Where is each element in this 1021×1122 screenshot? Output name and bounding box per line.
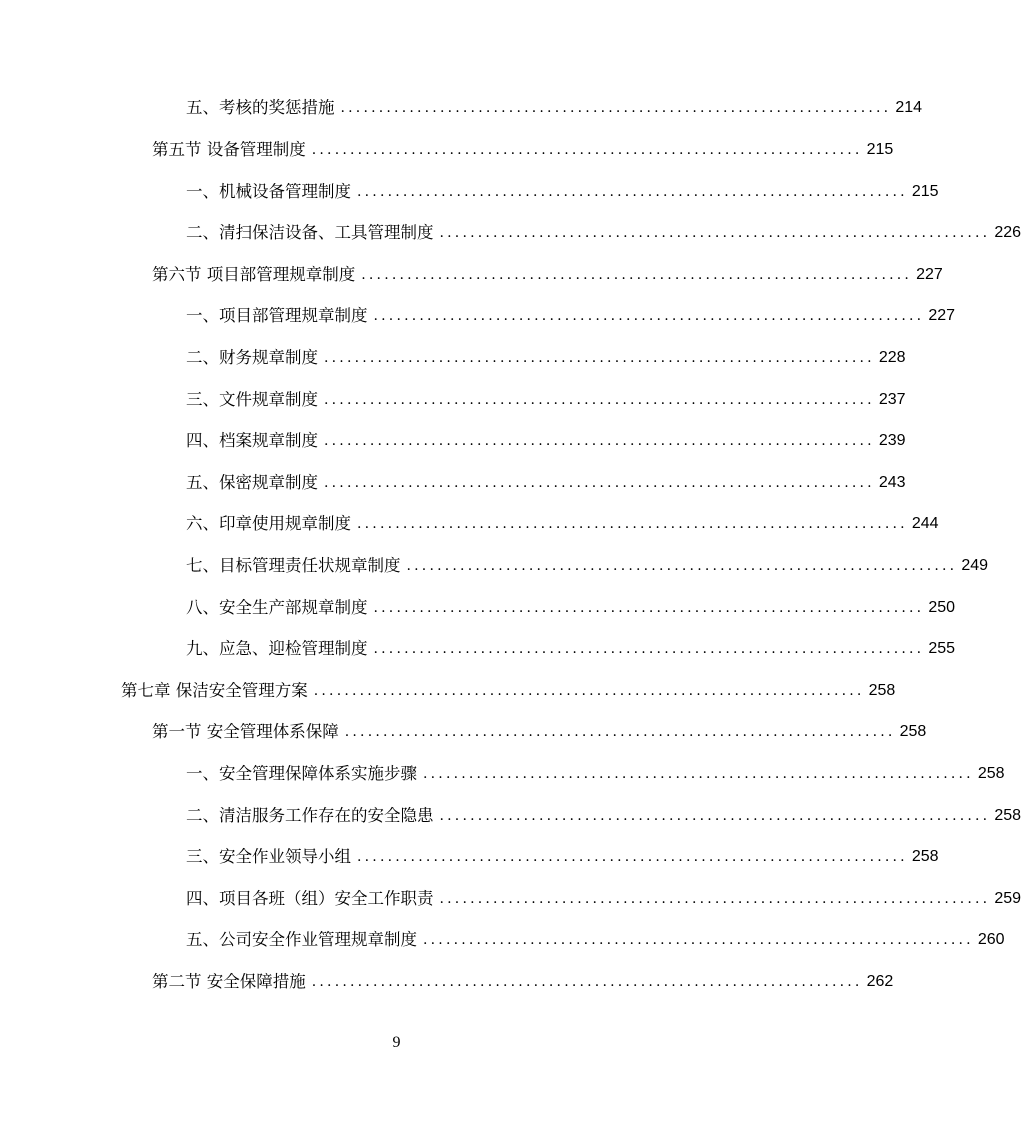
toc-entry-title: 第七章 保洁安全管理方案 xyxy=(121,681,308,700)
toc-entry-page: 258 xyxy=(899,723,927,740)
toc-entry-title: 七、目标管理责任状规章制度 xyxy=(186,556,401,575)
toc-entry-page: 250 xyxy=(928,599,956,616)
toc-entry[interactable] xyxy=(186,804,1021,828)
toc-leader-dots: ........................................................................ xyxy=(357,849,908,865)
toc-entry-page: 227 xyxy=(916,266,943,283)
toc-entry[interactable] xyxy=(186,554,989,578)
toc-leader-dots: ........................................................................ xyxy=(361,267,913,283)
toc-entry[interactable] xyxy=(186,637,956,661)
toc-entry[interactable] xyxy=(186,887,1021,911)
toc-entry-page: 215 xyxy=(911,183,939,200)
toc-entry-page: 227 xyxy=(928,307,956,324)
toc-entry[interactable] xyxy=(186,928,1005,952)
toc-entry-title: 六、印章使用规章制度 xyxy=(186,514,351,533)
toc-leader-dots: ........................................................................ xyxy=(313,683,865,699)
toc-leader-dots: ........................................................................ xyxy=(423,932,974,948)
toc-entry-title: 二、清洁服务工作存在的安全隐患 xyxy=(186,806,434,825)
toc-entry[interactable] xyxy=(186,471,906,495)
toc-entry-title: 第一节 安全管理体系保障 xyxy=(152,722,339,741)
toc-entry-page: 255 xyxy=(928,640,956,657)
toc-leader-dots: ........................................................................ xyxy=(406,558,958,574)
toc-leader-dots: ........................................................................ xyxy=(324,475,875,491)
toc-leader-dots: ........................................................................ xyxy=(423,766,974,782)
toc-entry[interactable] xyxy=(121,679,896,703)
toc-entry-title: 二、清扫保洁设备、工具管理制度 xyxy=(186,223,434,242)
toc-leader-dots: ........................................................................ xyxy=(357,516,908,532)
toc-entry[interactable] xyxy=(186,346,906,370)
toc-entry-page: 226 xyxy=(994,224,1021,241)
toc-entry-title: 四、项目各班（组）安全工作职责 xyxy=(186,889,434,908)
toc-leader-dots: ........................................................................ xyxy=(311,974,863,990)
toc-leader-dots: ........................................................................ xyxy=(340,100,892,116)
toc-entry-title: 四、档案规章制度 xyxy=(186,431,318,450)
toc-entry[interactable] xyxy=(186,429,906,453)
toc-entry-title: 八、安全生产部规章制度 xyxy=(186,598,368,617)
toc-entry-page: 244 xyxy=(911,515,939,532)
toc-entry-title: 三、文件规章制度 xyxy=(186,390,318,409)
toc-entry[interactable] xyxy=(186,304,956,328)
toc-entry-title: 三、安全作业领导小组 xyxy=(186,847,351,866)
toc-entry[interactable] xyxy=(186,762,1005,786)
toc-entry-page: 239 xyxy=(878,432,906,449)
toc-entry-title: 第六节 项目部管理规章制度 xyxy=(152,265,356,284)
toc-entry-page: 249 xyxy=(961,557,989,574)
toc-entry-page: 243 xyxy=(878,474,906,491)
toc-entry[interactable] xyxy=(152,720,927,744)
toc-entry-page: 214 xyxy=(895,99,923,116)
toc-entry-page: 258 xyxy=(977,765,1005,782)
toc-leader-dots: ........................................................................ xyxy=(373,600,925,616)
toc-leader-dots: ........................................................................ xyxy=(324,392,875,408)
toc-entry-page: 215 xyxy=(866,141,894,158)
toc-entry-page: 228 xyxy=(878,349,906,366)
toc-entry[interactable] xyxy=(186,96,923,120)
toc-entry[interactable] xyxy=(152,138,894,162)
toc-entry-title: 五、保密规章制度 xyxy=(186,473,318,492)
toc-entry-title: 一、安全管理保障体系实施步骤 xyxy=(186,764,417,783)
toc-leader-dots: ........................................................................ xyxy=(311,142,863,158)
toc-leader-dots: ........................................................................ xyxy=(324,350,875,366)
toc-leader-dots: ........................................................................ xyxy=(439,808,991,824)
toc-entry[interactable] xyxy=(186,388,906,412)
toc-entry-page: 258 xyxy=(994,807,1021,824)
toc-entry-page: 237 xyxy=(878,391,906,408)
toc-entry-title: 五、公司安全作业管理规章制度 xyxy=(186,930,417,949)
toc-entry-title: 五、考核的奖惩措施 xyxy=(186,98,335,117)
toc-leader-dots: ........................................................................ xyxy=(439,891,991,907)
page-number-footer: 9 xyxy=(392,1034,401,1051)
toc-entry-page: 258 xyxy=(868,682,896,699)
toc-leader-dots: ........................................................................ xyxy=(357,184,908,200)
toc-leader-dots: ........................................................................ xyxy=(324,433,875,449)
toc-entry[interactable] xyxy=(186,512,939,536)
toc-entry[interactable] xyxy=(186,180,939,204)
toc-entry[interactable] xyxy=(152,263,943,287)
toc-leader-dots: ........................................................................ xyxy=(373,641,925,657)
toc-leader-dots: ........................................................................ xyxy=(373,308,925,324)
toc-entry-title: 第二节 安全保障措施 xyxy=(152,972,306,991)
toc-entry-page: 258 xyxy=(911,848,939,865)
toc-entry-page: 260 xyxy=(977,931,1005,948)
toc-entry-title: 九、应急、迎检管理制度 xyxy=(186,639,368,658)
toc-entry[interactable] xyxy=(186,596,956,620)
toc-leader-dots: ........................................................................ xyxy=(344,724,896,740)
toc-entry[interactable] xyxy=(186,845,939,869)
toc-entry-title: 一、机械设备管理制度 xyxy=(186,182,351,201)
toc-entry-title: 一、项目部管理规章制度 xyxy=(186,306,368,325)
toc-entry-page: 259 xyxy=(994,890,1021,907)
toc-entry[interactable] xyxy=(152,970,894,994)
toc-entry[interactable] xyxy=(186,221,1021,245)
toc-entry-title: 第五节 设备管理制度 xyxy=(152,140,306,159)
toc-leader-dots: ........................................................................ xyxy=(439,225,991,241)
toc-entry-page: 262 xyxy=(866,973,894,990)
toc-entry-title: 二、财务规章制度 xyxy=(186,348,318,367)
